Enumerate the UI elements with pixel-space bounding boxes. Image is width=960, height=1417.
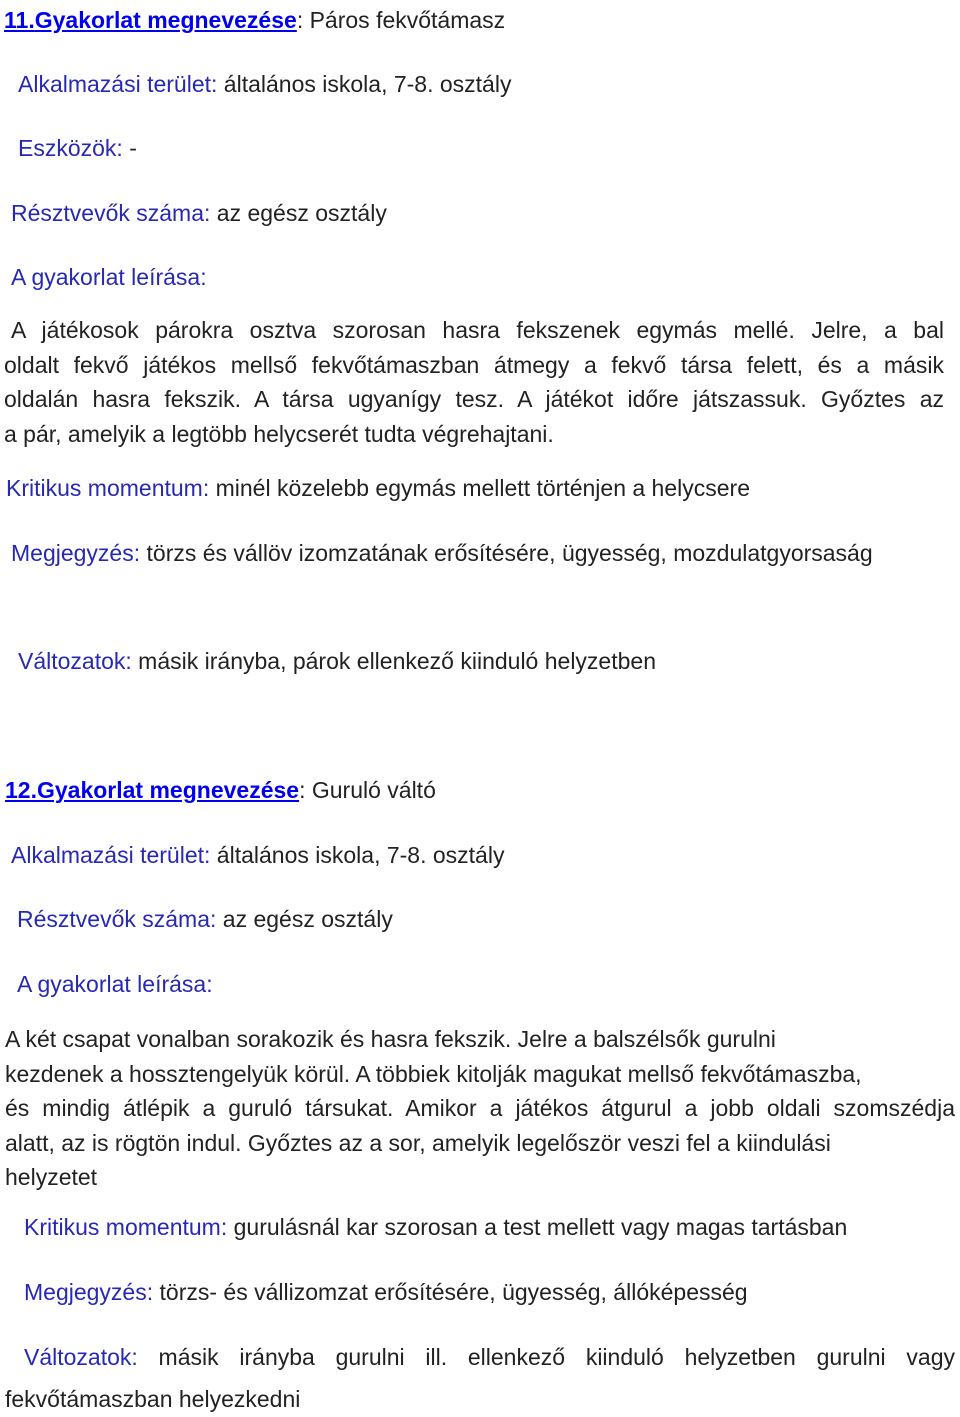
exercise-12-critical-label: Kritikus momentum:	[24, 1214, 228, 1240]
exercise-11-description-line-3: oldalán hasra fekszik. A társa ugyanígy tesz. A játékot időre játszassuk. Győztes az	[4, 386, 944, 412]
exercise-12-area-label: Alkalmazási terület:	[11, 842, 211, 868]
exercise-12-participants-label: Résztvevők száma:	[17, 906, 217, 932]
exercise-12-variants-label: Változatok:	[24, 1344, 138, 1370]
exercise-12-variants-line-2: fekvőtámaszban helyezkedni	[5, 1385, 301, 1412]
exercise-12-description-label: A gyakorlat leírása:	[17, 971, 213, 997]
exercise-11-participants-value: az egész osztály	[210, 200, 387, 226]
exercise-11-description-line-1: A játékosok párokra osztva szorosan hasra fekszenek egymás mellé. Jelre, a bal	[11, 317, 944, 343]
exercise-12-title-value: Guruló váltó	[311, 777, 436, 803]
exercise-11-description-label: A gyakorlat leírása:	[11, 264, 207, 290]
exercise-11-note-value: törzs és vállöv izomzatának erősítésére, ügyesség, mozdulatgyorsaság	[140, 540, 873, 566]
exercise-11-title	[4, 5, 505, 35]
exercise-12-variants-value-1: másik irányba gurulni ill. ellenkező kiinduló helyzetben gurulni vagy	[137, 1344, 955, 1370]
exercise-11-area-value: általános iskola, 7-8. osztály	[217, 71, 512, 97]
exercise-11-note	[11, 538, 873, 568]
exercise-12-critical	[24, 1212, 847, 1242]
exercise-12-title	[5, 775, 436, 805]
exercise-12-title-sep: :	[299, 777, 312, 803]
exercise-12-description-line-5: helyzetet	[5, 1164, 98, 1190]
exercise-12-number[interactable]: 12.	[5, 777, 37, 803]
exercise-11-critical-label: Kritikus momentum:	[6, 475, 210, 501]
exercise-11-number[interactable]: 11.	[4, 7, 35, 33]
exercise-11-title-label[interactable]: Gyakorlat megnevezése	[34, 7, 297, 33]
exercise-11-variants	[18, 646, 656, 676]
exercise-12-participants-value: az egész osztály	[216, 906, 393, 932]
exercise-11-description-line-2: oldalt fekvő játékos mellső fekvőtámaszban átmegy a fekvő társa felett, és a másik	[4, 351, 944, 378]
exercise-11-description-line-4: a pár, amelyik a legtöbb helycserét tudta végrehajtani.	[4, 420, 554, 447]
exercise-12-participants	[17, 904, 393, 934]
exercise-12-note-label: Megjegyzés:	[24, 1279, 154, 1305]
exercise-11-tools-value: -	[122, 135, 137, 161]
exercise-11-participants-label: Résztvevők száma:	[11, 200, 211, 226]
exercise-11-description	[4, 313, 944, 451]
exercise-11-tools	[18, 133, 137, 163]
exercise-12-title-label[interactable]: Gyakorlat megnevezése	[36, 777, 300, 803]
exercise-11-critical-value: minél közelebb egymás mellett történjen a helycsere	[209, 475, 750, 501]
exercise-11-participants	[11, 198, 387, 228]
exercise-12-critical-value: gurulásnál kar szorosan a test mellett vagy magas tartásban	[227, 1214, 848, 1240]
exercise-11-critical	[6, 473, 750, 503]
exercise-11-variants-label: Változatok:	[18, 648, 132, 674]
exercise-12-description	[5, 1022, 955, 1195]
exercise-12-area	[11, 840, 504, 870]
exercise-12-variants-line-1	[5, 1340, 955, 1375]
exercise-12-area-value: általános iskola, 7-8. osztály	[210, 842, 505, 868]
exercise-12-variants	[5, 1340, 955, 1416]
exercise-12-note	[24, 1277, 748, 1307]
exercise-12-description-line-3: és mindig átlépik a guruló társukat. Amikor a játékos átgurul a jobb oldali szomszédja	[5, 1095, 955, 1121]
exercise-11-title-sep: :	[296, 7, 310, 33]
exercise-12-description-line-1: A két csapat vonalban sorakozik és hasra fekszik. Jelre a balszélsők gurulni	[5, 1026, 776, 1052]
exercise-11-area	[18, 69, 511, 99]
exercise-12-description-line-4: alatt, az is rögtön indul. Győztes az a sor, amelyik legelőször veszi fel a kiindulási	[5, 1129, 831, 1156]
exercise-11-title-value: Páros fekvőtámasz	[309, 7, 506, 33]
exercise-12-description-line-2: kezdenek a hossztengelyük körül. A többiek kitolják magukat mellső fekvőtámaszba,	[5, 1060, 862, 1087]
exercise-11-note-label: Megjegyzés:	[11, 540, 141, 566]
exercise-11-area-label: Alkalmazási terület:	[18, 71, 218, 97]
exercise-12-description-heading	[17, 969, 213, 999]
exercise-12-note-value: törzs- és vállizomzat erősítésére, ügyesség, állóképesség	[153, 1279, 748, 1305]
exercise-11-description-heading	[11, 262, 207, 292]
exercise-11-variants-value: másik irányba, párok ellenkező kiinduló helyzetben	[131, 648, 656, 674]
exercise-11-tools-label: Eszközök:	[18, 135, 123, 161]
